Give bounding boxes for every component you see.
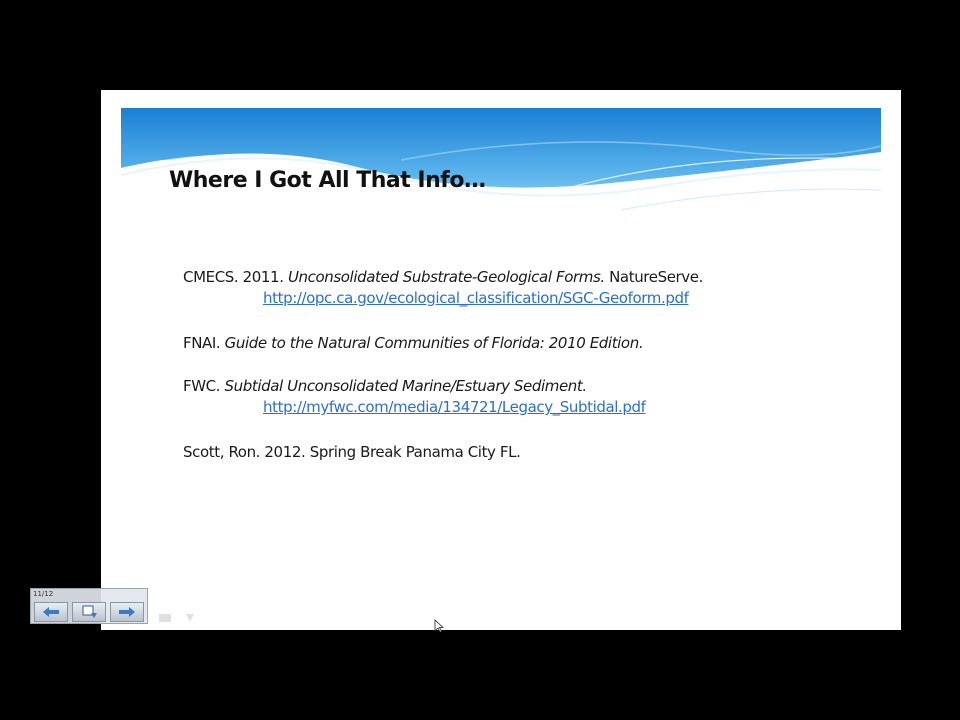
reference-cmecs [183,268,703,307]
slide-menu-button[interactable] [72,602,106,622]
reference-link-fwc[interactable]: http://myfwc.com/media/134721/Legacy_Subtidal.pdf [263,398,646,416]
next-slide-button[interactable] [110,602,144,622]
faint-toolbar-icons [158,612,198,624]
reference-title: Guide to the Natural Communities of Florida: 2010 Edition. [224,334,644,352]
mouse-pointer-icon [434,619,444,633]
arrow-left-icon [42,605,60,619]
reference-text: Scott, Ron. 2012. Spring Break Panama City FL. [183,443,521,461]
reference-scott [183,443,520,461]
presentation-slide [101,90,901,630]
reference-fwc [183,377,646,416]
reference-author: FWC. [183,377,225,395]
reference-author: FNAI. [183,334,225,352]
previous-slide-button[interactable] [34,602,68,622]
slide-navigator [30,588,148,624]
reference-publisher: NatureServe. [604,268,703,286]
slide-menu-icon [80,605,98,619]
reference-fnai [183,334,643,352]
reference-author: CMECS. 2011. [183,268,288,286]
arrow-right-icon [118,605,136,619]
reference-link-cmecs[interactable]: http://opc.ca.gov/ecological_classification/SGC-Geoform.pdf [263,289,689,307]
reference-title: Unconsolidated Substrate-Geological Forms. [287,268,605,286]
blue-wave-banner [101,90,901,230]
slide-title: Where I Got All That Info… [169,168,486,193]
slide-counter: 11/12 [33,590,54,598]
reference-title: Subtidal Unconsolidated Marine/Estuary Sediment. [224,377,587,395]
